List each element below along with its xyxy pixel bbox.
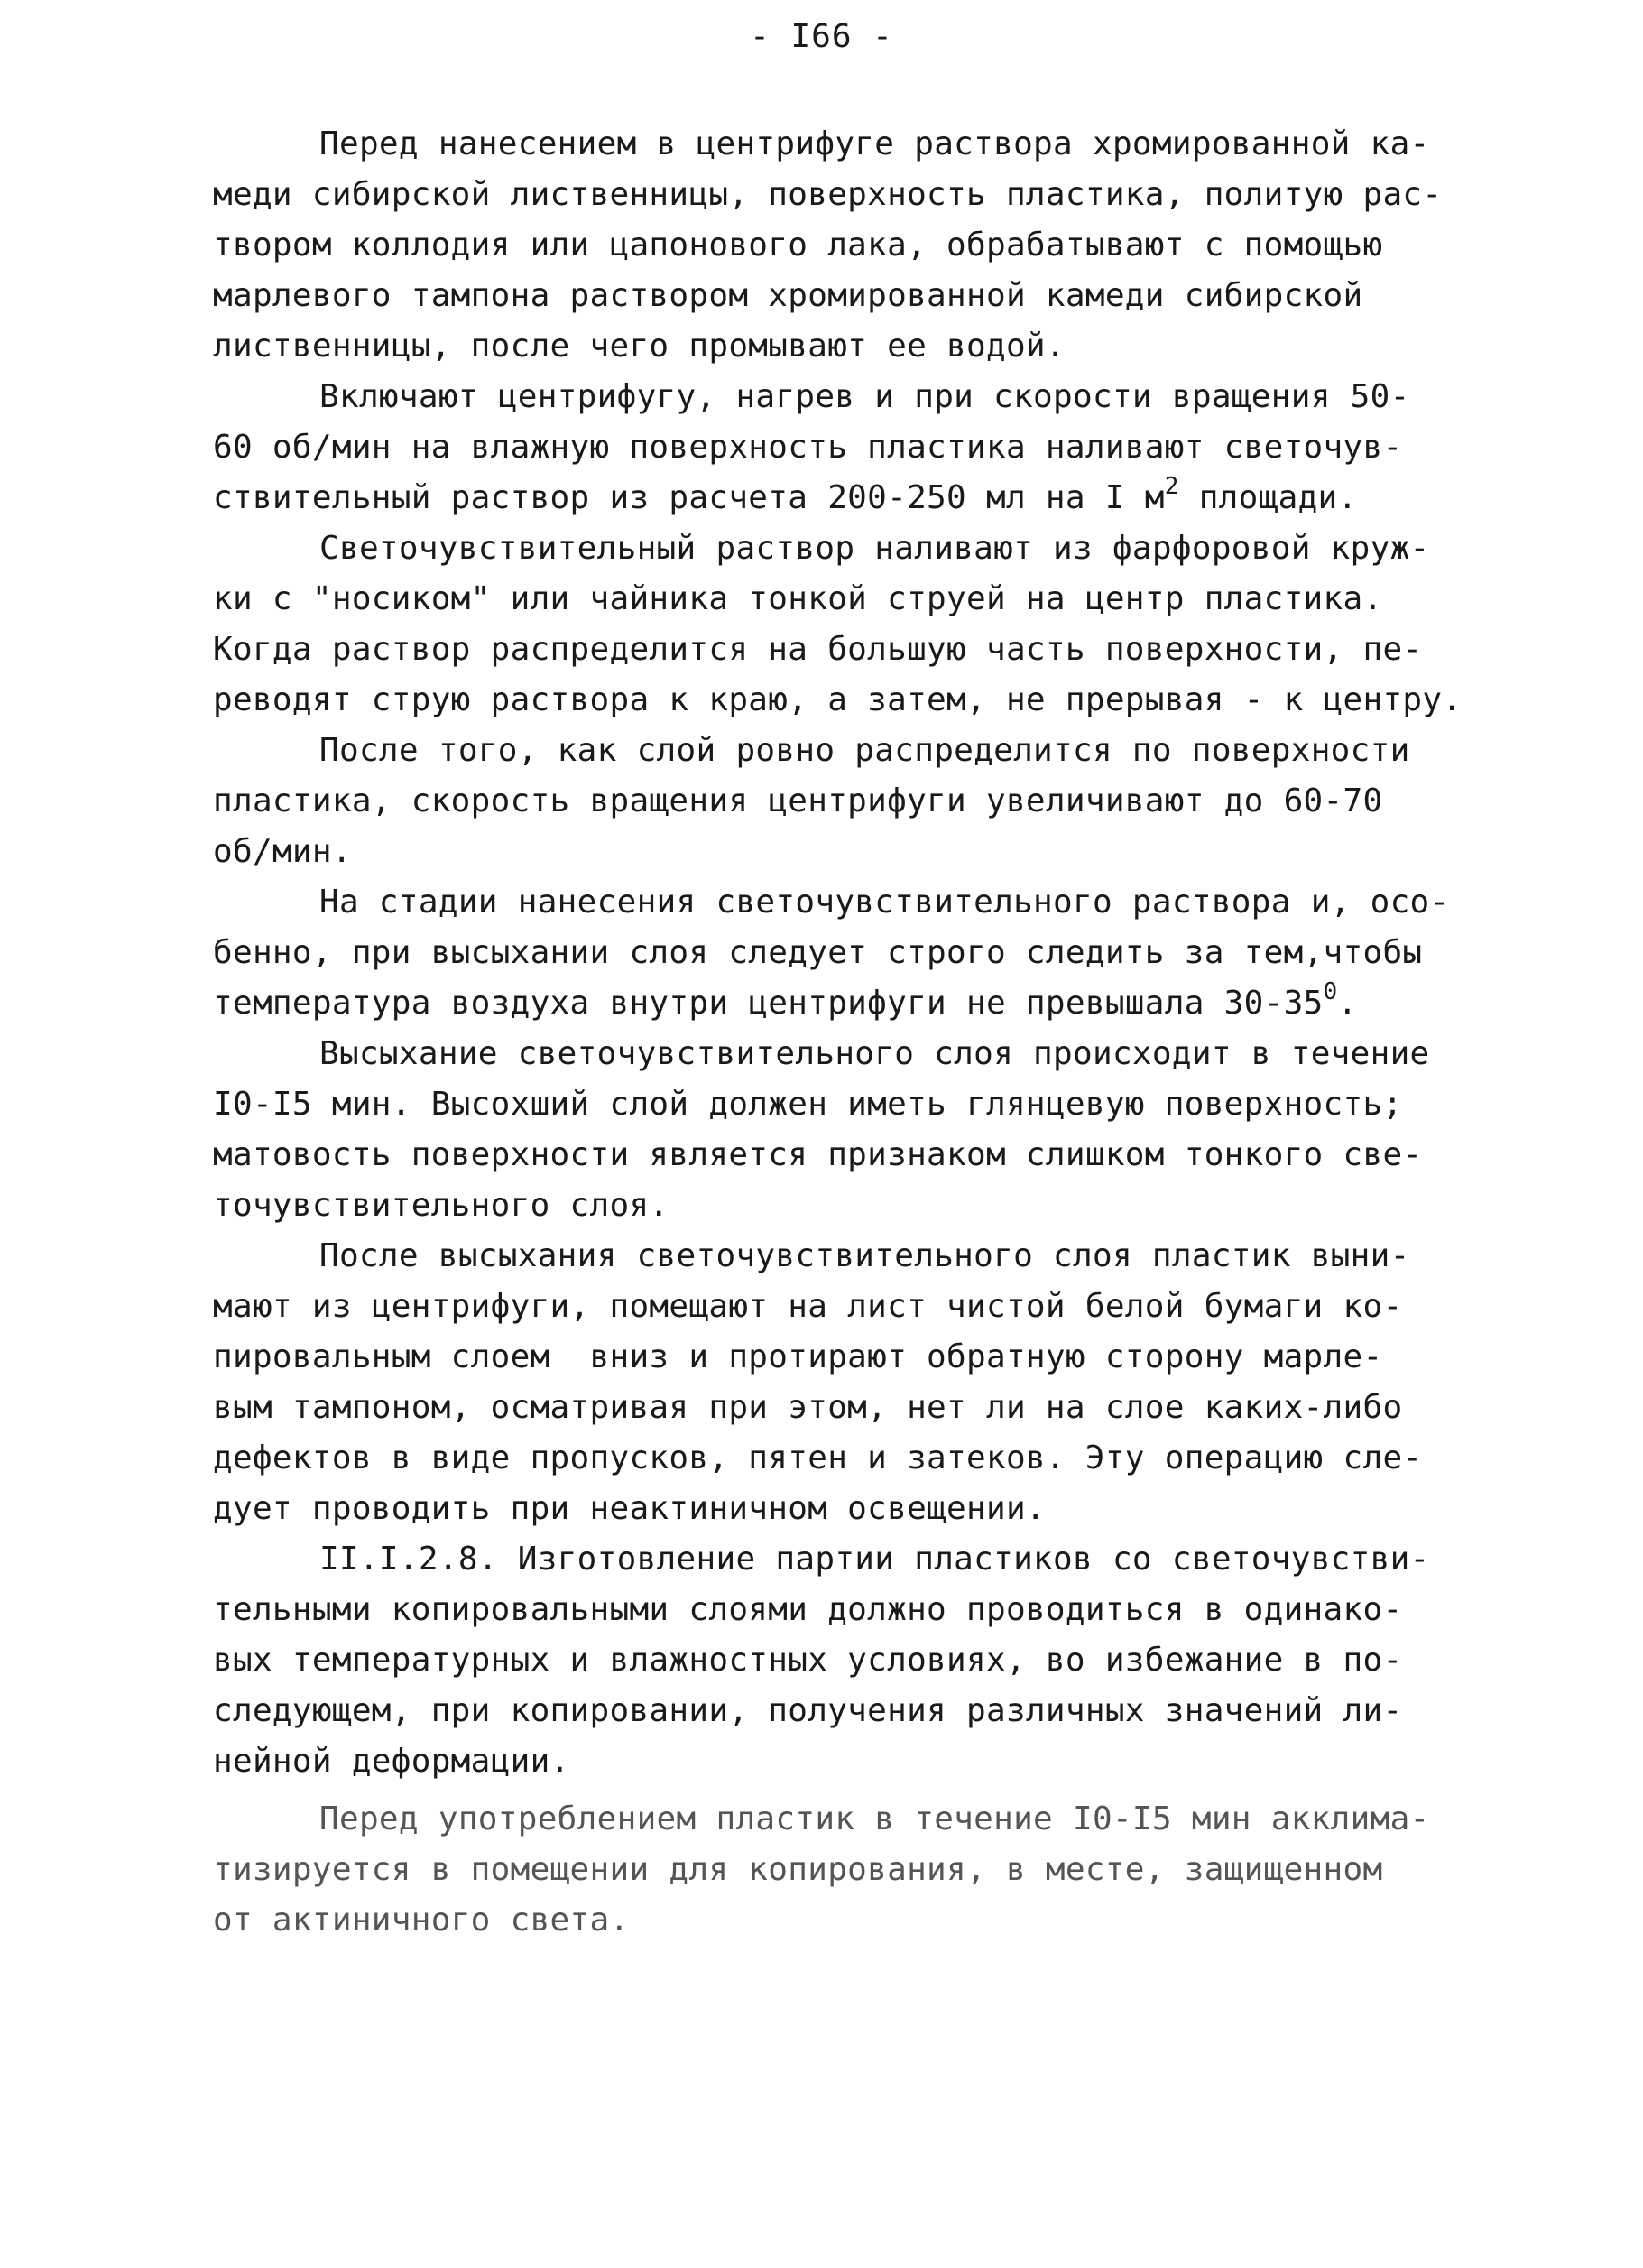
paragraph-line: II.I.2.8. Изготовление партии пластиков со светочувстви- (319, 1541, 1430, 1578)
paragraph-line: нейной деформации. (213, 1743, 570, 1780)
paragraph-line: бенно, при высыхании слоя следует строго следить за тем,чтобы (213, 934, 1423, 971)
paragraph-1 (213, 119, 1539, 372)
paragraph-line: Перед употреблением пластик в течение I0-I5 мин акклима- (319, 1801, 1430, 1838)
paragraph-line: ки с "носиком" или чайника тонкой струей на центр пластика. (213, 580, 1383, 617)
paragraph-line: вых температурных и влажностных условиях, во избежание в по- (213, 1642, 1403, 1679)
text-fragment: площади. (1198, 479, 1358, 516)
paragraph-line: мают из центрифуги, помещают на лист чистой белой бумаги ко- (213, 1288, 1403, 1325)
paragraph-spacer (213, 1787, 1539, 1794)
paragraph-line: тизируется в помещении для копирования, в месте, защищенном (213, 1851, 1383, 1888)
paragraph-line: пластика, скорость вращения центрифуги увеличивают до 60-70 (213, 782, 1383, 819)
paragraph-line: Включают центрифугу, нагрев и при скорости вращения 50- (319, 378, 1410, 415)
paragraph-line: I0-I5 мин. Высохший слой должен иметь глянцевую поверхность; (213, 1086, 1403, 1123)
body-text (213, 119, 1539, 1946)
paragraph-5 (213, 877, 1539, 1029)
paragraph-line: лиственницы, после чего промывают ее водой. (213, 328, 1066, 365)
paragraph-4 (213, 726, 1539, 877)
paragraph-line: дефектов в виде пропусков, пятен и затеков. Эту операцию сле- (213, 1439, 1423, 1477)
superscript: 0 (1323, 978, 1338, 1005)
paragraph-line: следующем, при копировании, получения различных значений ли- (213, 1692, 1403, 1729)
paragraph-line: твором коллодия или цапонового лака, обрабатывают с помощью (213, 227, 1383, 264)
paragraph-6 (213, 1029, 1539, 1231)
paragraph-line: от актиничного света. (213, 1902, 630, 1939)
paragraph-line: марлевого тампона раствором хромированной камеди сибирской (213, 277, 1363, 314)
paragraph-line: тельными копировальными слоями должно проводиться в одинако- (213, 1591, 1403, 1628)
paragraph-line: меди сибирской лиственницы, поверхность пластика, политую рас- (213, 176, 1443, 213)
paragraph-line-with-superscript (213, 473, 1539, 523)
paragraph-line: Перед нанесением в центрифуге раствора хромированной ка- (319, 125, 1430, 162)
paragraph-3 (213, 523, 1539, 726)
paragraph-line: Когда раствор распределится на большую часть поверхности, пе- (213, 631, 1423, 668)
paragraph-line: реводят струю раствора к краю, а затем, не прерывая - к центру. (213, 681, 1463, 718)
paragraph-9 (213, 1794, 1539, 1946)
paragraph-line: 60 об/мин на влажную поверхность пластика наливают светочув- (213, 429, 1403, 466)
paragraph-2 (213, 372, 1539, 523)
paragraph-line: вым тампоном, осматривая при этом, нет ли на слое каких-либо (213, 1389, 1403, 1426)
paragraph-line: об/мин. (213, 833, 352, 870)
paragraph-line: Светочувствительный раствор наливают из фарфоровой круж- (319, 530, 1430, 567)
paragraph-8 (213, 1534, 1539, 1787)
paragraph-line-with-superscript (213, 978, 1539, 1029)
paragraph-line: Высыхание светочувствительного слоя происходит в течение (319, 1035, 1430, 1072)
paragraph-line: После того, как слой ровно распределится по поверхности (319, 732, 1410, 769)
text-fragment: температура воздуха внутри центрифуги не превышала 30-35 (213, 985, 1324, 1022)
text-fragment: ствительный раствор из расчета 200-250 мл на I м (213, 479, 1165, 516)
page-number: - I66 - (750, 18, 893, 55)
paragraph-line: матовость поверхности является признаком слишком тонкого све- (213, 1136, 1423, 1173)
paragraph-line: пировальным слоем вниз и протирают обратную сторону марле- (213, 1338, 1383, 1375)
superscript: 2 (1164, 473, 1179, 500)
paragraph-7 (213, 1231, 1539, 1534)
paragraph-line: точувствительного слоя. (213, 1187, 669, 1224)
paragraph-line: После высыхания светочувствительного слоя пластик выни- (319, 1237, 1410, 1274)
text-fragment: . (1337, 985, 1358, 1022)
paragraph-line: дует проводить при неактиничном освещении. (213, 1490, 1046, 1527)
paragraph-line: На стадии нанесения светочувствительного раствора и, осо- (319, 884, 1450, 921)
